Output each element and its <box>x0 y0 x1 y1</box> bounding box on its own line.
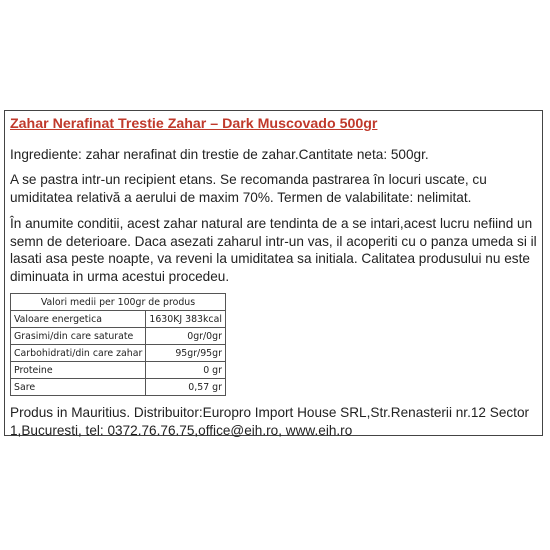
nutrition-header: Valori medii per 100gr de produs <box>11 294 226 311</box>
nutrient-name: Sare <box>11 379 146 396</box>
conditions-text: În anumite conditii, acest zahar natural are tendinta de a se intari,acest lucru nefiind un semn de deterioare. Daca asezati zaharul intr-un vas, il acoperiti cu o panza umeda si il lasati asa peste noapte, va reveni la umiditatea sa initiala. Calitatea produsului nu este diminuata in urma acestui procedeu. <box>10 216 537 284</box>
product-label <box>4 110 543 436</box>
nutrition-header-row <box>11 294 226 311</box>
nutrient-name: Grasimi/din care saturate <box>11 328 146 345</box>
ingredients-text: Ingrediente: zahar nerafinat din trestie de zahar.Cantitate neta: 500gr. <box>10 147 429 162</box>
nutrient-name: Carbohidrati/din care zahar <box>11 345 146 362</box>
nutrient-value: 95gr/95gr <box>146 345 226 362</box>
table-row <box>11 379 226 396</box>
nutrition-table <box>10 293 226 396</box>
table-row <box>11 345 226 362</box>
nutrient-value: 0,57 gr <box>146 379 226 396</box>
nutrient-value: 0 gr <box>146 362 226 379</box>
nutrient-value: 1630KJ 383kcal <box>146 311 226 328</box>
product-title: Zahar Nerafinat Trestie Zahar – Dark Muscovado 500gr <box>10 116 378 132</box>
table-row <box>11 328 226 345</box>
producer-text: Produs in Mauritius. Distribuitor:Europro Import House SRL,Str.Renasterii nr.12 Sector 1,Bucuresti, tel: 0372.76.76.75,office@eih.ro, www.eih.ro <box>10 405 530 438</box>
table-row <box>11 311 226 328</box>
nutrient-value: 0gr/0gr <box>146 328 226 345</box>
storage-text: A se pastra intr-un recipient etans. Se recomanda pastrarea în locuri uscate, cu umiditatea relativă a aerului de maxim 70%. Termen de valabilitate: nelimitat. <box>10 172 487 205</box>
nutrient-name: Proteine <box>11 362 146 379</box>
table-row <box>11 362 226 379</box>
nutrient-name: Valoare energetica <box>11 311 146 328</box>
